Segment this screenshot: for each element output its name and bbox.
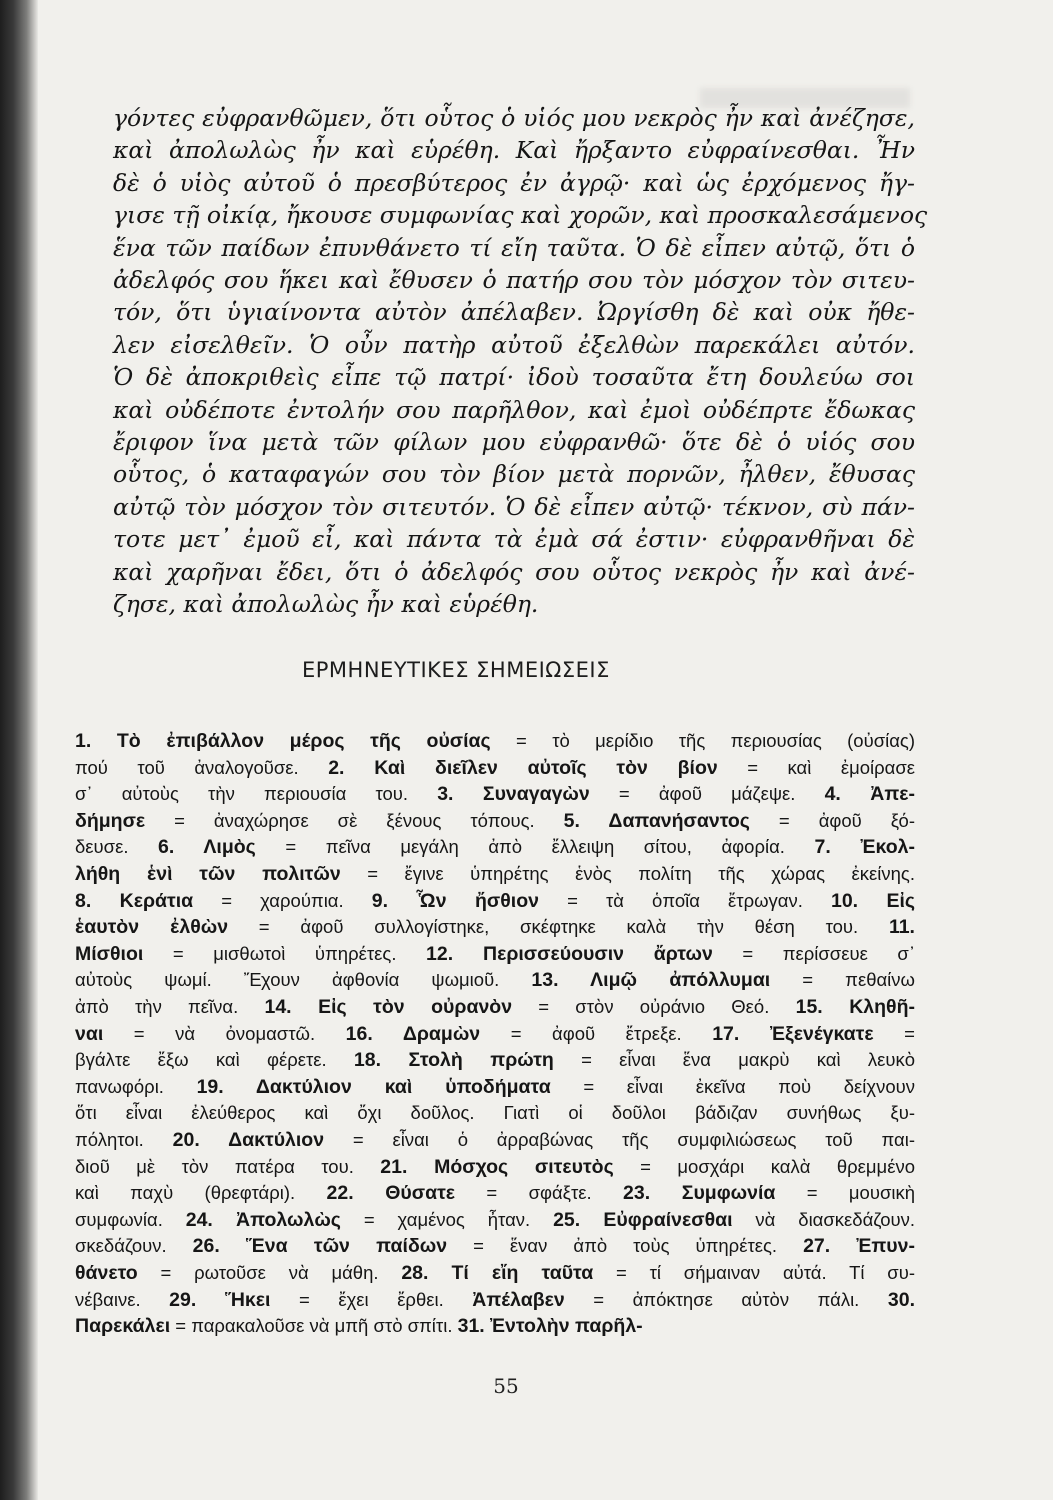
note-line: [75, 810, 915, 833]
note-definition: καὶ παχὺ (θρεφτάρι).: [75, 1182, 327, 1204]
note-definition: νέβαινε.: [75, 1288, 170, 1310]
note-line: [75, 890, 915, 913]
binding-shadow: [0, 0, 38, 1500]
note-definition: = καὶ ἐμοίρασε: [717, 756, 916, 778]
note-definition: = χαμένος ἦταν.: [340, 1208, 554, 1230]
note-term: Ἀπέλαβεν: [472, 1288, 565, 1311]
note-term: δήμησε: [75, 809, 146, 832]
note-term: 28. Τί εἴη ταῦτα: [401, 1262, 594, 1284]
note-term: 23. Συμφωνία: [623, 1182, 776, 1205]
note-definition: = στὸν οὐράνιο Θεό.: [512, 996, 796, 1017]
note-line: [75, 969, 915, 992]
note-line: [75, 1156, 915, 1179]
note-term: 1. Τὸ ἐπιβάλλον μέρος τῆς οὐσίας: [75, 730, 491, 752]
note-definition: = ρωτοῦσε νὰ μάθη.: [137, 1262, 402, 1283]
note-definition: διοῦ μὲ τὸν πατέρα του.: [75, 1155, 381, 1177]
note-definition: = μισθωτοὶ ὑπηρέτες.: [143, 942, 427, 964]
note-term: 24. Ἀπολωλὼς: [185, 1208, 341, 1231]
note-term: 8. Κεράτια: [75, 889, 194, 912]
note-definition: = περίσσευε σ᾽: [712, 942, 915, 964]
verse-line: λεν εἰσελθεῖν. Ὁ οὖν πατὴρ αὐτοῦ ἐξελθὼν παρεκάλει αὐτόν.: [113, 330, 915, 359]
note-definition: =: [873, 1022, 915, 1044]
note-definition: ὅτι εἶναι ἐλεύθερος καὶ ὄχι δοῦλος. Γιατὶ οἱ δοῦλοι βάδιζαν συνήθως ξυ-: [75, 1102, 915, 1124]
note-definition: = χαρούπια.: [193, 889, 372, 911]
note-definition: = πεῖνα μεγάλη ἀπὸ ἔλλειψη σίτου, ἀφορία.: [255, 836, 815, 858]
note-term: 4. Ἀπε-: [824, 783, 916, 806]
note-line: [75, 943, 915, 966]
note-line: [75, 996, 915, 1019]
note-definition: = πεθαίνω: [770, 969, 915, 991]
note-definition: = ἔχει ἔρθει.: [270, 1288, 473, 1310]
note-definition: = παρακαλοῦσε νὰ μπῆ στὸ σπίτι.: [170, 1315, 458, 1337]
note-term: 7. Ἐκολ-: [814, 836, 915, 859]
note-definition: = σφάξτε.: [455, 1182, 624, 1204]
verse-line: ἕνα τῶν παίδων ἐπυνθάνετο τί εἴη ταῦτα. Ὁ δὲ εἶπεν αὐτῷ, ὅτι ὁ: [113, 233, 915, 262]
note-definition: = μουσικὴ: [775, 1182, 916, 1204]
note-definition: νὰ διασκεδάζουν.: [732, 1208, 915, 1230]
note-term: 12. Περισσεύουσιν ἄρτων: [426, 942, 713, 965]
verse-line: γόντες εὐφρανθῶμεν, ὅτι οὗτος ὁ υἱός μου νεκρὸς ἦν καὶ ἀνέζησε,: [113, 104, 915, 132]
note-definition: = νὰ ὀνομαστῶ.: [103, 1022, 346, 1044]
note-line: [75, 730, 915, 753]
verse-line: καὶ χαρῆναι ἔδει, ὅτι ὁ ἀδελφός σου οὗτος νεκρὸς ἦν καὶ ἀνέ-: [113, 557, 915, 586]
note-term: θάνετο: [75, 1262, 138, 1284]
note-term: 6. Λιμὸς: [158, 836, 256, 859]
note-term: 13. Λιμῷ ἀπόλλυμαι: [531, 969, 771, 992]
note-line: [75, 1289, 915, 1312]
note-line: [75, 1209, 915, 1232]
note-definition: = εἶναι ἐκεῖνα ποὺ δείχνουν: [550, 1075, 916, 1097]
note-term: 11.: [888, 916, 915, 939]
note-term: 27. Ἐπυν-: [803, 1235, 915, 1258]
note-term: 20. Δακτύλιον: [172, 1129, 325, 1151]
note-term: 10. Εἰς: [830, 889, 916, 912]
verse-line: ἔριφον ἵνα μετὰ τῶν φίλων μου εὐφρανθῶ· ὅτε δὲ ὁ υἱός σου: [113, 428, 915, 456]
note-term: 14. Εἰς τὸν οὐρανὸν: [264, 996, 513, 1018]
note-term: 19. Δακτύλιον καὶ ὑποδήματα: [196, 1075, 551, 1098]
note-definition: ἀπὸ τὴν πεῖνα.: [75, 996, 265, 1017]
note-definition: σκεδάζουν.: [75, 1235, 193, 1257]
note-definition: πόλητοι.: [75, 1129, 173, 1150]
verse-line: τόν, ὅτι ὑγιαίνοντα αὐτὸν ἀπέλαβεν. Ὠργίσθη δὲ καὶ οὐκ ἤθε-: [113, 298, 915, 327]
note-line: [75, 1023, 915, 1046]
note-line: [75, 757, 915, 780]
note-term: 22. Θύσατε: [326, 1182, 456, 1205]
note-definition: πανωφόρι.: [75, 1075, 197, 1097]
note-line: [75, 1315, 915, 1338]
note-definition: αὐτοὺς ψωμί. Ἔχουν ἀφθονία ψωμιοῦ.: [75, 969, 532, 991]
note-term: 9. Ὧν ἤσθιον: [371, 889, 539, 912]
note-term: 3. Συναγαγὼν: [437, 783, 590, 806]
note-term: ναι: [75, 1022, 104, 1045]
note-term: λήθη ἑνὶ τῶν πολιτῶν: [75, 863, 341, 885]
note-definition: = ἀπόκτησε αὐτὸν πάλι.: [564, 1288, 888, 1310]
verse-line: ἀδελφός σου ἥκει καὶ ἔθυσεν ὁ πατήρ σου τὸν μόσχον τὸν σιτευ-: [113, 266, 915, 294]
note-definition: = εἶναι ὁ ἀρραβώνας τῆς συμφιλιώσεως τοῦ παι-: [324, 1129, 915, 1150]
note-definition: σ᾽ αὐτοὺς τὴν περιουσία του.: [75, 783, 438, 805]
verse-line: τοτε μετ᾽ ἐμοῦ εἶ, καὶ πάντα τὰ ἐμὰ σά ἐστιν· εὐφρανθῆναι δὲ: [113, 525, 915, 554]
note-definition: = ἀφοῦ συλλογίστηκε, σκέφτηκε καλὰ τὴν θέση του.: [228, 916, 889, 938]
note-line: [75, 783, 915, 806]
note-definition: = ἀφοῦ μάζεψε.: [589, 783, 825, 805]
note-line: [75, 1102, 915, 1124]
note-line: [75, 1076, 915, 1099]
note-term: 21. Μόσχος σιτευτὸς: [380, 1155, 614, 1178]
note-term: Μίσθιοι: [75, 942, 144, 965]
note-term: 29. Ἥκει: [169, 1288, 271, 1311]
verse-line: καὶ ἀπολωλὼς ἦν καὶ εὑρέθη. Καὶ ἤρξαντο εὐφραίνεσθαι. Ἦν: [113, 136, 915, 165]
note-line: [75, 1049, 915, 1072]
note-term: 16. Δραμὼν: [345, 1022, 481, 1045]
verse-line: αὐτῷ τὸν μόσχον τὸν σιτευτόν. Ὁ δὲ εἶπεν αὐτῷ· τέκνον, σὺ πάν-: [113, 492, 915, 521]
verse-line: γισε τῇ οἰκίᾳ, ἤκουσε συμφωνίας καὶ χορῶν, καὶ προσκαλεσάμενος: [113, 201, 928, 230]
section-heading: ΕΡΜΗΝΕΥΤΙΚΕΣ ΣΗΜΕΙΩΣΕΙΣ: [302, 658, 610, 682]
note-definition: = ἔγινε ὑπηρέτης ἑνὸς πολίτη τῆς χώρας ἐκείνης.: [340, 863, 915, 884]
note-line: [75, 1129, 915, 1152]
note-line: [75, 863, 915, 886]
note-term: 31. Ἐντολὴν παρῆλ-: [457, 1315, 643, 1338]
note-definition: βγάλτε ἔξω καὶ φέρετε.: [75, 1049, 354, 1071]
note-definition: = μοσχάρι καλὰ θρεμμένο: [613, 1155, 915, 1177]
note-term: 15. Κληθῆ-: [795, 996, 915, 1018]
note-definition: = ἕναν ἀπὸ τοὺς ὑπηρέτες.: [447, 1235, 804, 1257]
note-definition: = ἀναχώρησε σὲ ξένους τόπους.: [145, 809, 564, 831]
verse-line: δὲ ὁ υἱὸς αὐτοῦ ὁ πρεσβύτερος ἐν ἀγρῷ· καὶ ὡς ἐρχόμενος ἤγ-: [113, 168, 915, 197]
verse-line: καὶ οὐδέποτε ἐντολήν σου παρῆλθον, καὶ ἐμοὶ οὐδέπρτε ἔδωκας: [113, 395, 915, 424]
note-term: Παρεκάλει: [75, 1315, 171, 1338]
note-term: 17. Ἐξενέγκατε: [712, 1022, 874, 1045]
note-definition: πού τοῦ ἀναλογοῦσε.: [75, 756, 329, 778]
note-term: 25. Εὐφραίνεσθαι: [553, 1208, 733, 1231]
verse-line: ζησε, καὶ ἀπολωλὼς ἦν καὶ εὑρέθη.: [113, 590, 539, 618]
note-term: ἑαυτὸν ἐλθὼν: [75, 916, 229, 939]
note-line: [75, 1235, 915, 1258]
note-definition: = ἀφοῦ ἔτρεξε.: [480, 1022, 713, 1044]
note-definition: = τί σήμαιναν αὐτά. Τί συ-: [593, 1262, 915, 1283]
page-number: 55: [493, 1374, 519, 1398]
note-definition: δευσε.: [75, 836, 159, 858]
note-term: 26. Ἕνα τῶν παίδων: [192, 1235, 448, 1258]
note-term: 18. Στολὴ πρώτη: [353, 1049, 554, 1072]
note-definition: = ἀφοῦ ξό-: [749, 809, 915, 831]
note-line: [75, 836, 915, 859]
verse-line: οὗτος, ὁ καταφαγών σου τὸν βίον μετὰ πορνῶν, ἦλθεν, ἔθυσας: [113, 460, 915, 489]
note-definition: = τὰ ὁποῖα ἔτρωγαν.: [538, 889, 831, 911]
note-term: 30.: [887, 1288, 915, 1311]
note-definition: = εἶναι ἕνα μακρὺ καὶ λευκὸ: [553, 1049, 915, 1071]
note-line: [75, 1262, 915, 1285]
note-definition: = τὸ μερίδιο τῆς περιουσίας (οὐσίας): [490, 730, 916, 751]
note-term: 2. Καὶ διεῖλεν αὐτοῖς τὸν βίον: [328, 756, 718, 779]
note-definition: συμφωνία.: [75, 1208, 186, 1230]
note-line: [75, 1182, 915, 1205]
note-line: [75, 916, 915, 939]
note-term: 5. Δαπανήσαντος: [563, 809, 750, 832]
verse-line: Ὁ δὲ ἀποκριθεὶς εἶπε τῷ πατρί· ἰδοὺ τοσαῦτα ἔτη δουλεύω σοι: [113, 363, 915, 392]
